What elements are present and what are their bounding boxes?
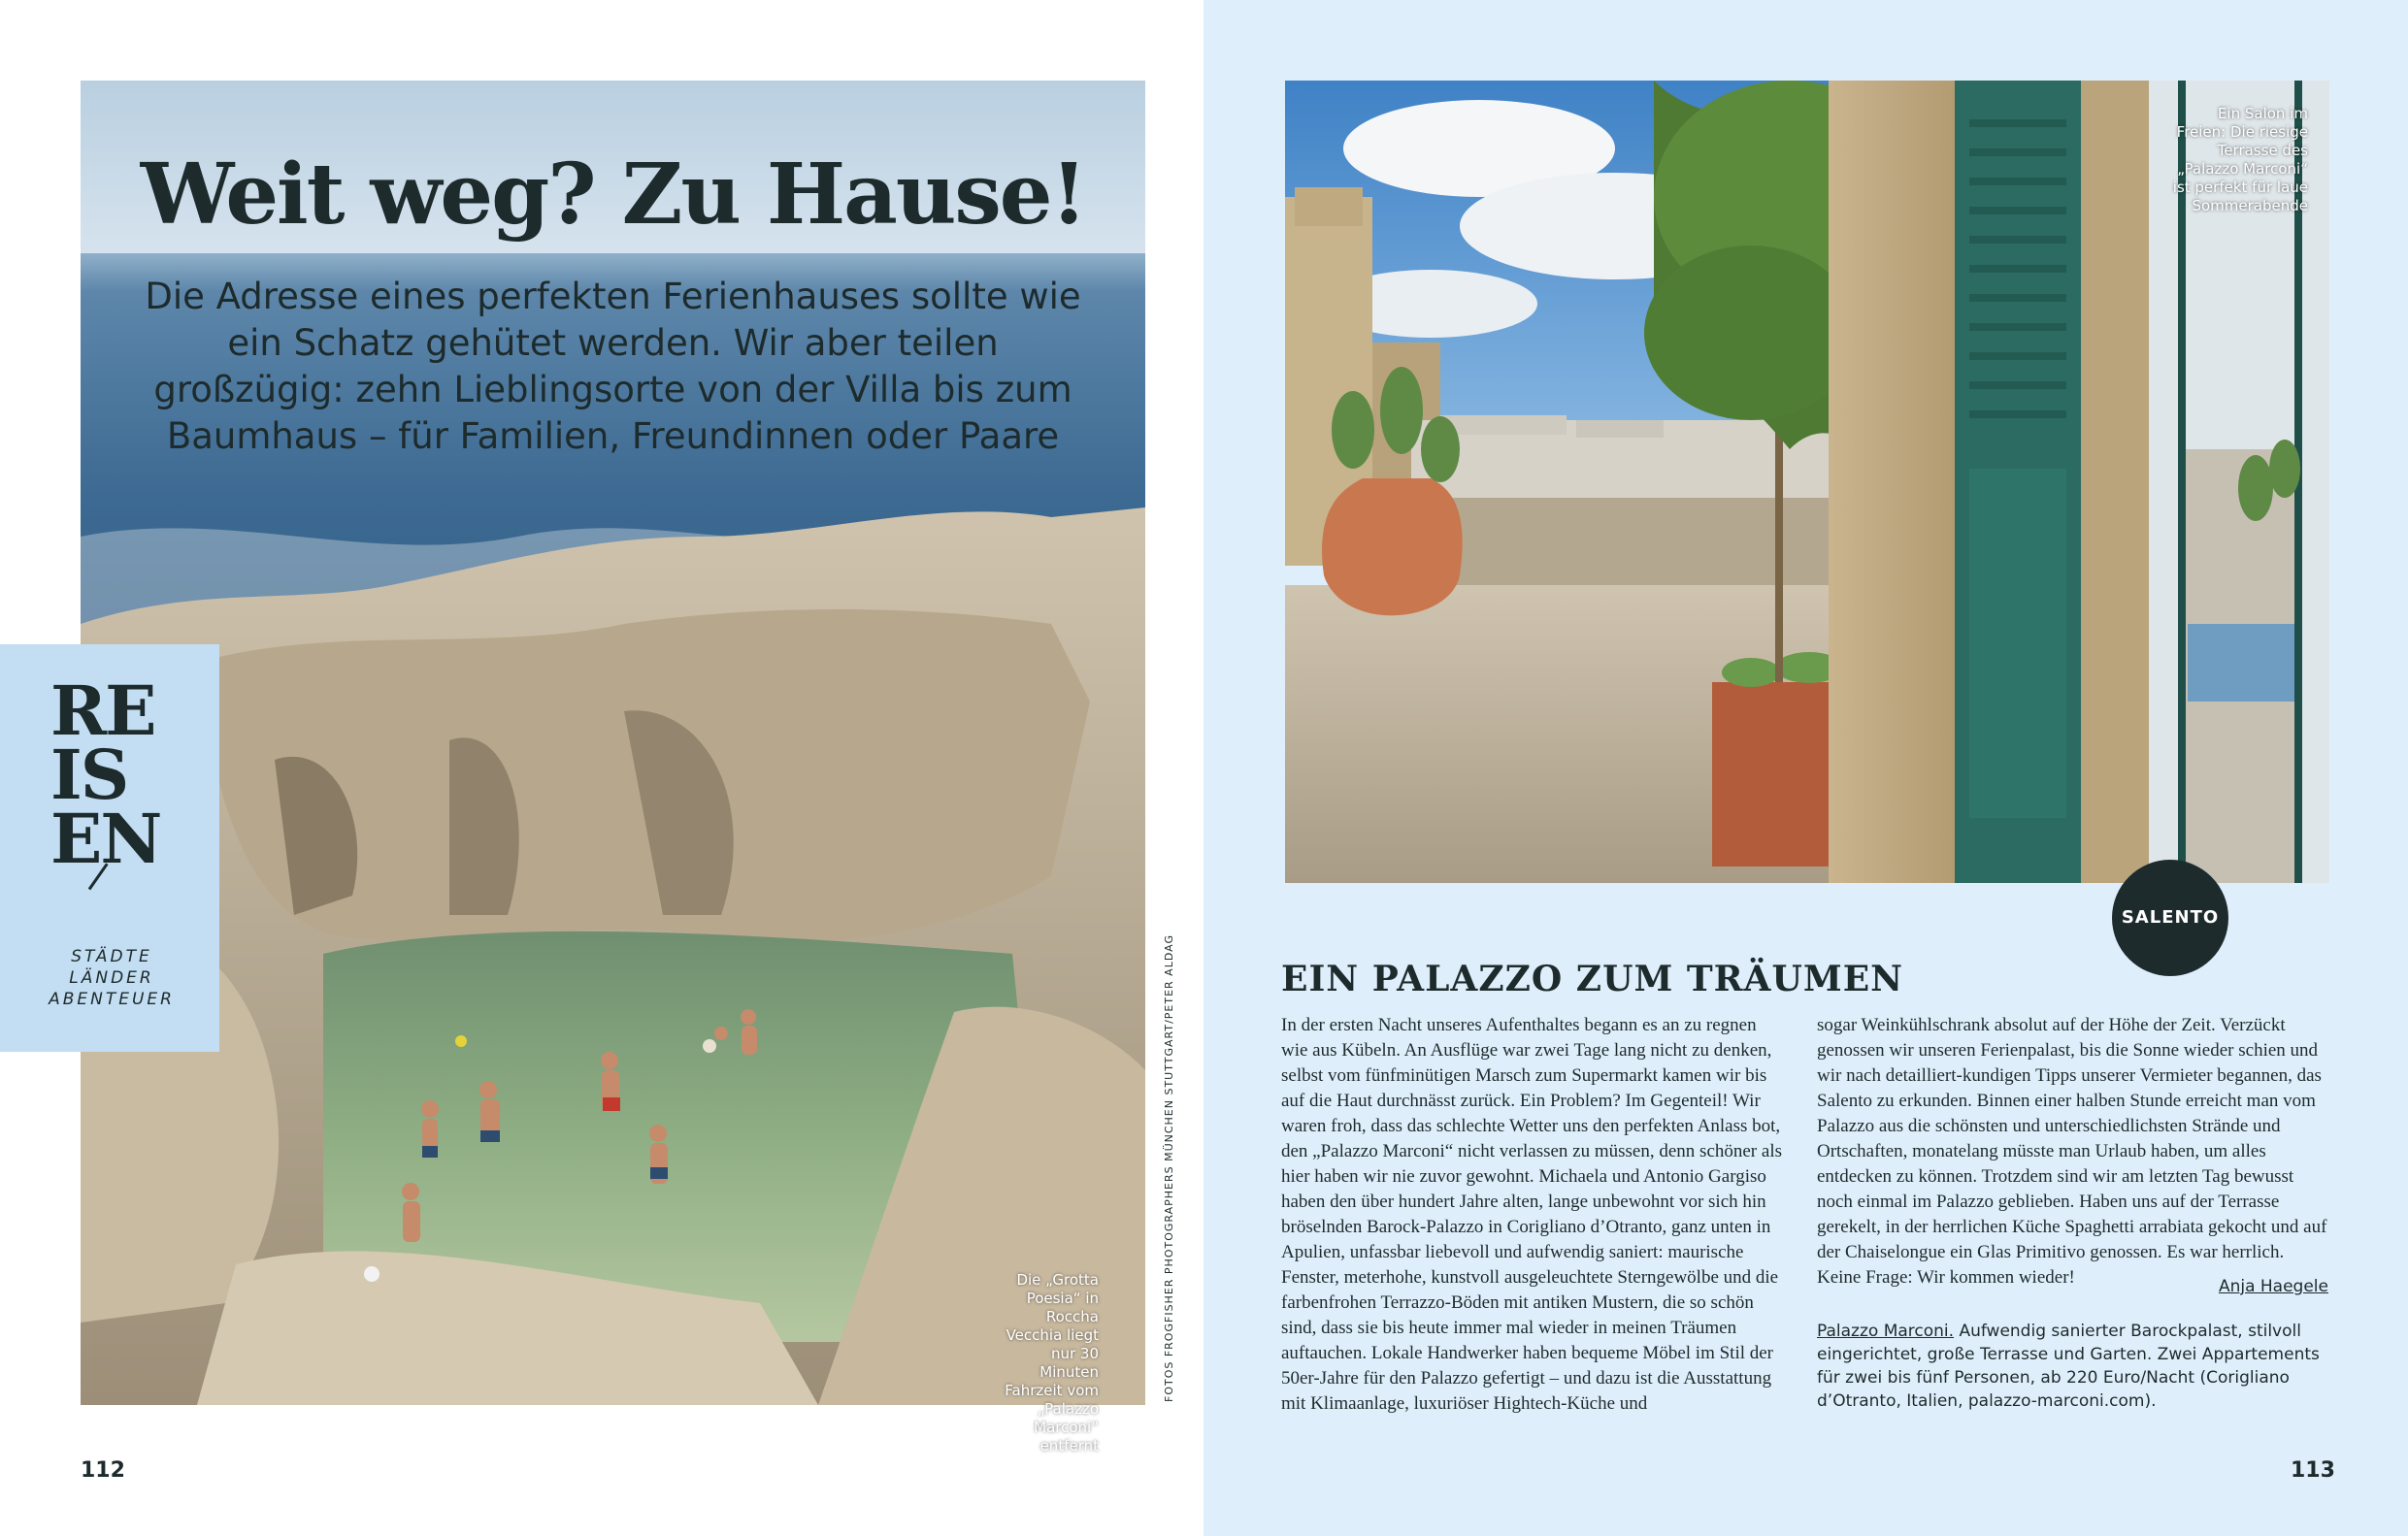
article-column-1: In der ersten Nacht unseres Aufenthaltes begann es an zu regnen wie aus Kübeln. An Ausflüge war zwei Tage lang nicht zu denken, selbst vom fünfminütigen Marsch zum Supermarkt kamen wir bis auf die Haut durchnässt zurück. Ein Problem? Im Gegenteil! Wir waren froh, dass das schlechte Wetter uns den perfekten Anlass bot, den „Palazzo Marconi“ nicht verlassen zu müssen, denn schöner als hier haben wir nie zuvor gewohnt. Michaela und Antonio Gargiso haben den über hundert Jahre alten, lange unbewohnt vor sich hin bröselnden Barock-Palazzo in Corigliano d’Otranto, ganz unten in Apulien, unfassbar liebevoll und aufwendig saniert: maurische Fenster, meterhohe, kunstvoll ausgeleuchtete Sterngewölbe und die farbenfrohen Terrazzo-Böden mit antiken Mustern, die so schön sind, dass sie bis heute immer mal wieder in meinen Träumen auftauchen. Lokale Handwerker haben bequeme Möbel im Stil der 50er-Jahre für den Palazzo gefertigt – und dazu ist die Ausstattung mit Klimaanlage, luxuriöser Hightech-Küche und (1281, 1015, 1782, 1414)
photo-caption: Ein Salon im Freien: Die riesige Terrasse des „Palazzo Marconi“ ist perfekt für laue Sommerabende (2172, 105, 2308, 214)
photo-credit: FOTOS FROGFISHER PHOTOGRAPHERS MÜNCHEN STUTTGART/PETER ALDAG (1163, 934, 1175, 1402)
section-subtitle (29, 946, 194, 1010)
region-badge: SALENTO (2112, 860, 2228, 976)
section-subtitle-line: STÄDTE (71, 947, 152, 966)
info-venue-details: Aufwendig sanierter Barockpalast, stilvoll eingerichtet, große Terrasse und Garten. Zwei Appartements für zwei bis fünf Personen, ab 220 Euro/Nacht (Corigliano d’Otranto, Italien, palazzo-marconi.com). (1817, 1322, 2320, 1411)
info-box (1817, 1320, 2328, 1413)
section-title-line: EN (50, 799, 161, 879)
section-title-line: RE (50, 670, 155, 751)
section-subtitle-line: LÄNDER (69, 968, 154, 988)
photo-caption: Die „Grotta Poesia“ in Roccha Vecchia liegt nur 30 Minuten Fahrzeit vom „Palazzo Marconi“ entfernt (1005, 1271, 1099, 1454)
article-title: EIN PALAZZO ZUM TRÄUMEN (1281, 959, 1904, 999)
article-column-2: sogar Weinkühlschrank absolut auf der Höhe der Zeit. Verzückt genossen wir unseren Ferienpalast, bis die Sonne wieder schien und wir nach detailliert-kundigen Tipps unserer Vermieter begannen, das Salento zu erkunden. Binnen einer halben Stunde erreicht man vom Palazzo aus die schönsten und unterschiedlichsten Strände und Ortschaften, monatelang müsste man Urlaub haben, um alles entdecken zu können. Trotzdem sind wir am letzten Tag bewusst noch einmal im Palazzo geblieben. Haben uns auf der Terrasse gerekelt, in der herrlichen Küche Spaghetti arrabiata gekocht und auf der Chaiselongue ein Glas Primitivo genossen. Es war herrlich. Keine Frage: Wir kommen wieder! (1817, 1015, 2327, 1288)
section-title (50, 670, 161, 879)
info-venue-name: Palazzo Marconi. (1817, 1322, 1955, 1341)
author-byline: Anja Haegele (2218, 1277, 2328, 1296)
section-title-line: IS (50, 735, 128, 815)
section-subtitle-line: ABENTEUER (49, 990, 175, 1009)
headline: Weit weg? Zu Hause! (140, 146, 1086, 244)
page-number: 113 (2291, 1458, 2335, 1483)
page-number: 112 (81, 1458, 125, 1483)
intro-text: Die Adresse eines perfekten Ferienhauses sollte wie ein Schatz gehütet werden. Wir aber teilen großzügig: zehn Lieblingsorte von der Villa bis zum Baumhaus – für Familien, Freundinnen oder Paare (145, 276, 1081, 457)
